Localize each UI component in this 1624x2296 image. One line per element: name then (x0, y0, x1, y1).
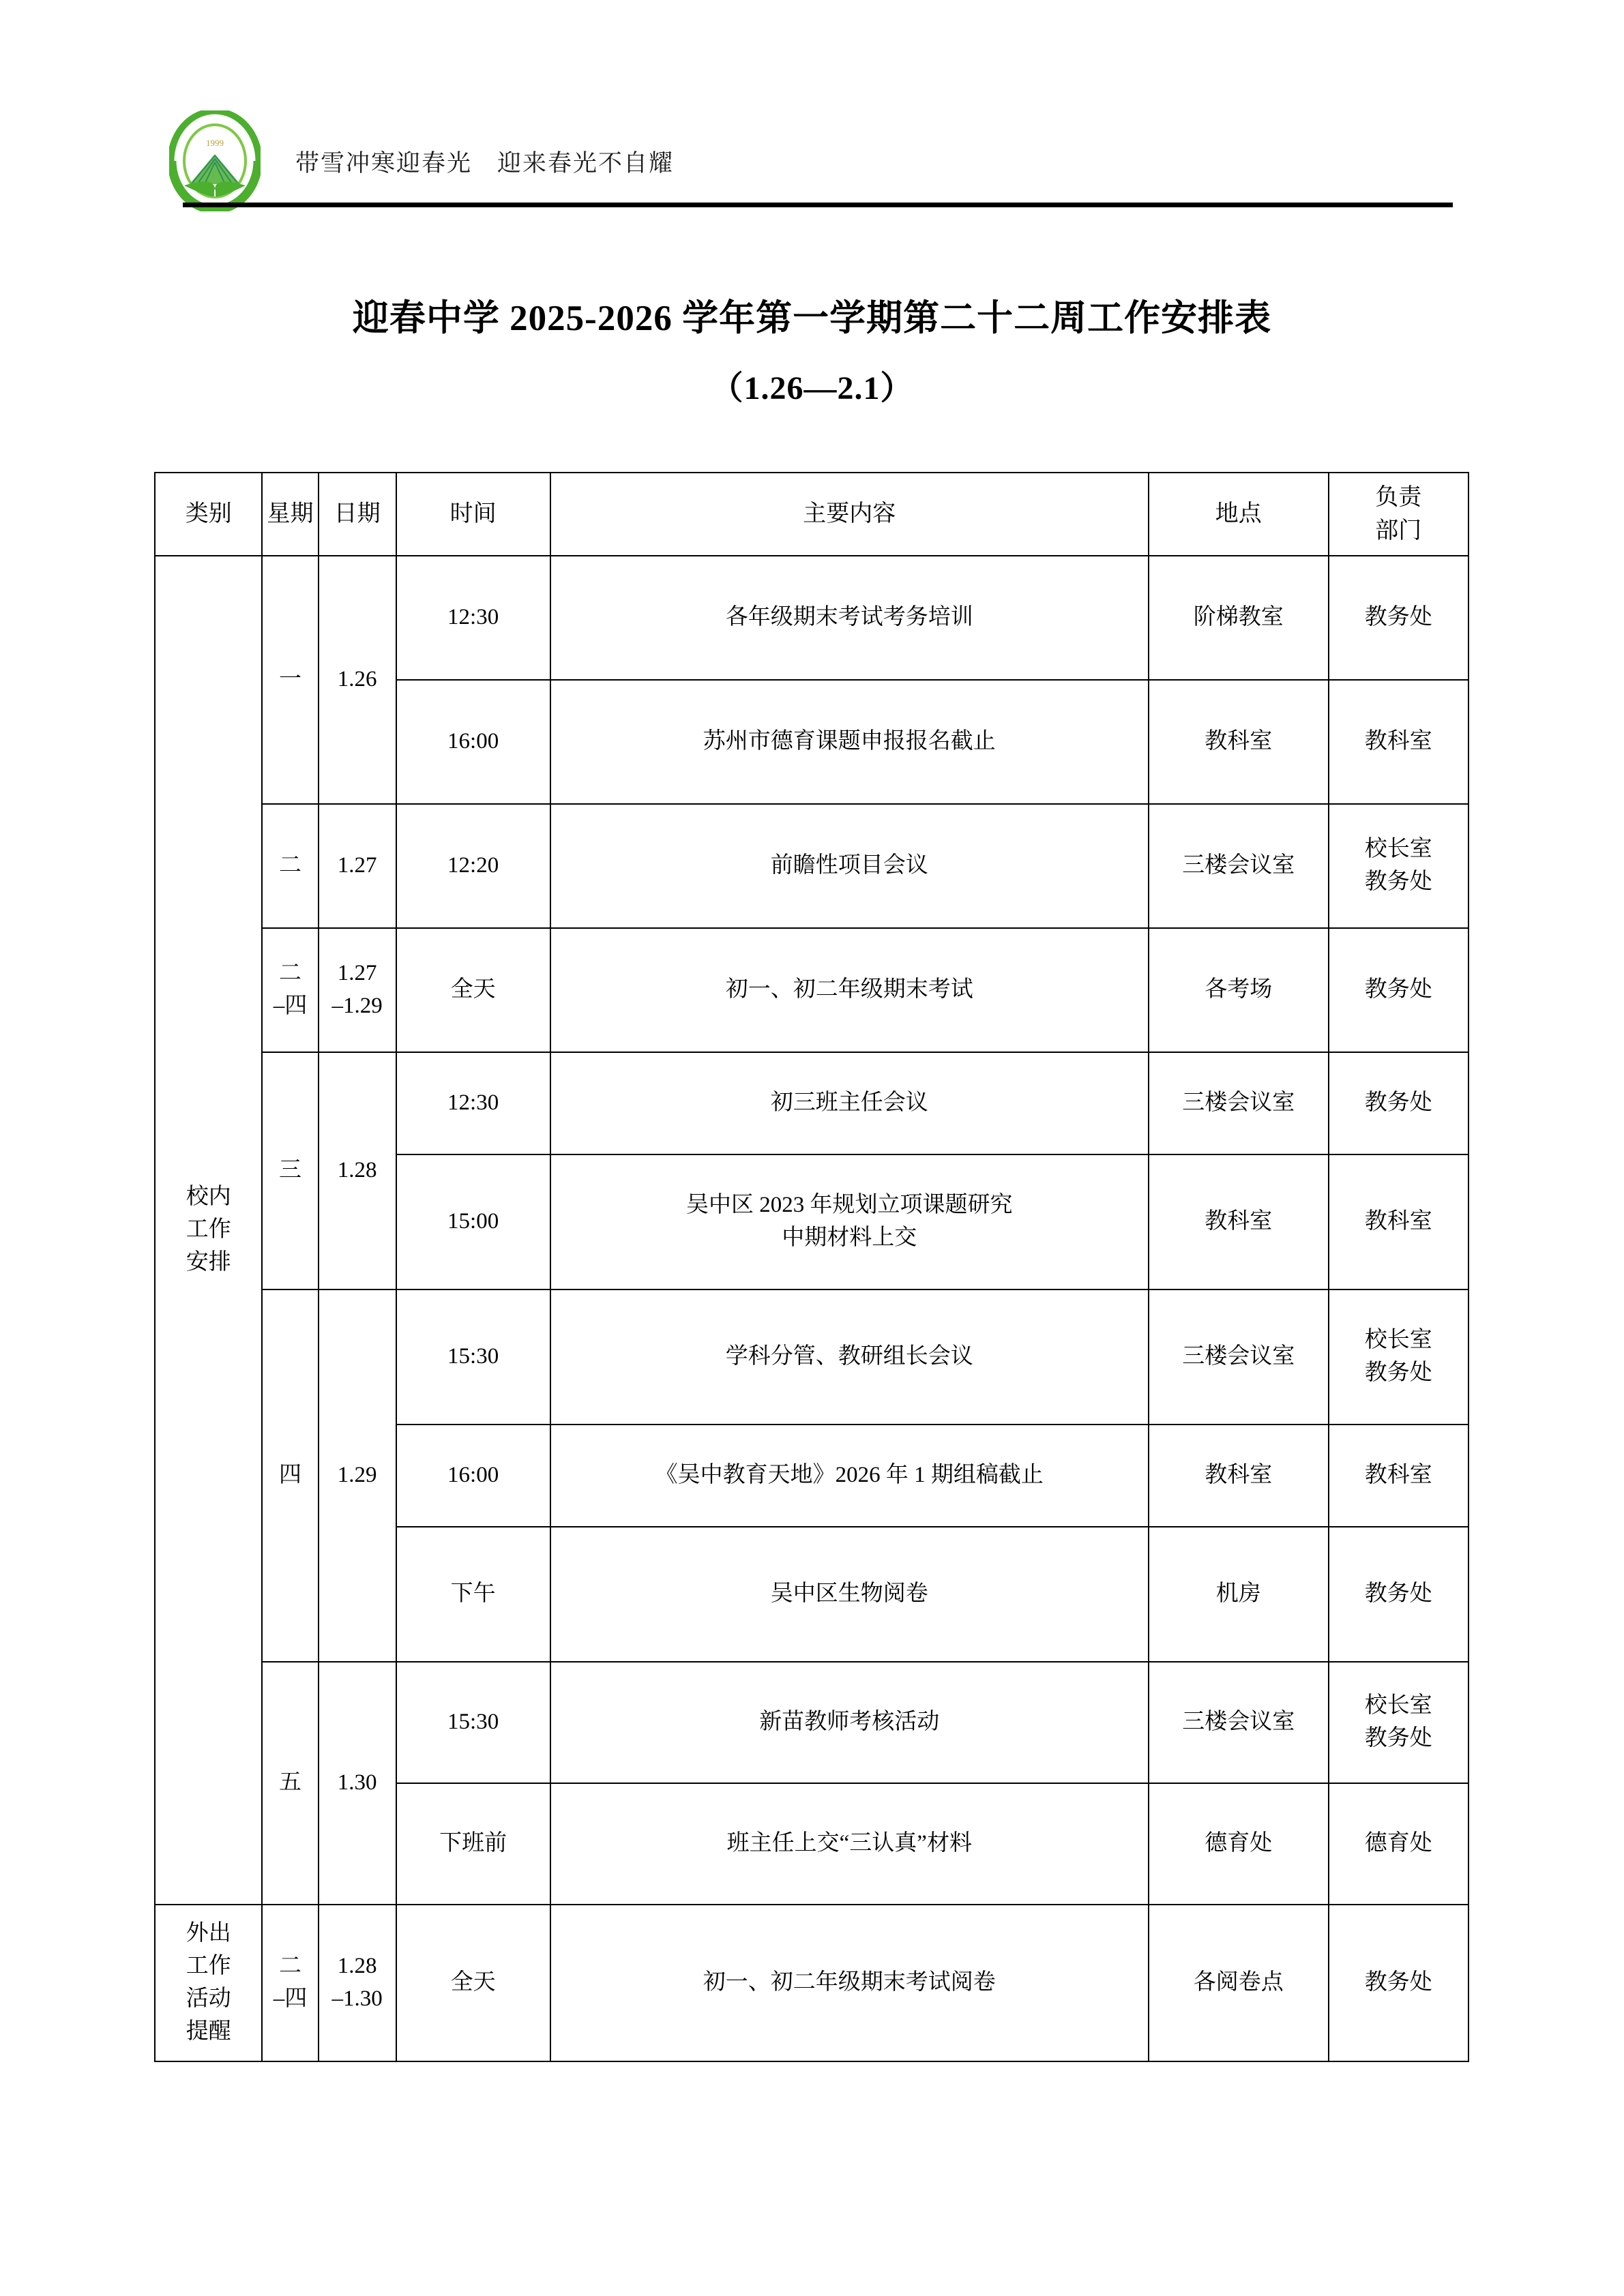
cell-content: 各年级期末考试考务培训 (550, 556, 1149, 680)
cell-weekday: 三 (262, 1052, 318, 1289)
cell-date: 1.30 (319, 1662, 396, 1905)
column-header-date: 日期 (319, 473, 396, 556)
cell-time: 15:00 (396, 1154, 550, 1289)
cell-content: 初三班主任会议 (550, 1052, 1149, 1154)
cell-date: 1.26 (319, 556, 396, 804)
cell-location: 机房 (1149, 1527, 1329, 1662)
table-row (155, 1052, 1468, 1154)
column-header-department: 负责 部门 (1329, 473, 1468, 556)
cell-time: 全天 (396, 1905, 550, 2061)
table-row (155, 928, 1468, 1052)
cell-time: 下午 (396, 1527, 550, 1662)
column-header-weekday: 星期 (262, 473, 318, 556)
cell-department: 校长室 教务处 (1329, 804, 1468, 928)
school-motto: 带雪冲寒迎春光 迎来春光不自耀 (295, 150, 675, 177)
cell-weekday: 四 (262, 1289, 318, 1662)
cell-content: 《吴中教育天地》2026 年 1 期组稿截止 (550, 1425, 1149, 1527)
cell-time: 12:20 (396, 804, 550, 928)
cell-content: 学科分管、教研组长会议 (550, 1289, 1149, 1425)
table-row (155, 1289, 1468, 1425)
cell-content: 初一、初二年级期末考试 (550, 928, 1149, 1052)
school-emblem-icon (169, 110, 261, 211)
cell-department: 教科室 (1329, 1425, 1468, 1527)
cell-content: 初一、初二年级期末考试阅卷 (550, 1905, 1149, 2061)
cell-weekday: 二 (262, 804, 318, 928)
cell-department: 教务处 (1329, 556, 1468, 680)
column-header-location: 地点 (1149, 473, 1329, 556)
cell-content: 吴中区 2023 年规划立项课题研究 中期材料上交 (550, 1154, 1149, 1289)
cell-category: 外出 工作 活动 提醒 (155, 1905, 262, 2061)
letterhead-divider (183, 203, 1453, 207)
cell-department: 教务处 (1329, 1052, 1468, 1154)
cell-time: 15:30 (396, 1289, 550, 1425)
letterhead (169, 102, 1455, 218)
cell-location: 三楼会议室 (1149, 804, 1329, 928)
cell-date: 1.27 (319, 804, 396, 928)
cell-department: 教务处 (1329, 1905, 1468, 2061)
cell-weekday: 二 –四 (262, 1905, 318, 2061)
cell-time: 全天 (396, 928, 550, 1052)
cell-weekday: 一 (262, 556, 318, 804)
cell-weekday: 二 –四 (262, 928, 318, 1052)
cell-department: 校长室 教务处 (1329, 1289, 1468, 1425)
table-row (155, 1905, 1468, 2061)
cell-date: 1.27 –1.29 (319, 928, 396, 1052)
cell-content: 苏州市德育课题申报报名截止 (550, 680, 1149, 804)
cell-content: 新苗教师考核活动 (550, 1662, 1149, 1783)
cell-location: 阶梯教室 (1149, 556, 1329, 680)
cell-content: 吴中区生物阅卷 (550, 1527, 1149, 1662)
cell-location: 各考场 (1149, 928, 1329, 1052)
cell-content: 前瞻性项目会议 (550, 804, 1149, 928)
cell-location: 教科室 (1149, 1425, 1329, 1527)
cell-date: 1.28 (319, 1052, 396, 1289)
table-row (155, 804, 1468, 928)
cell-time: 16:00 (396, 680, 550, 804)
cell-content: 班主任上交“三认真”材料 (550, 1783, 1149, 1905)
cell-location: 三楼会议室 (1149, 1289, 1329, 1425)
column-header-content: 主要内容 (550, 473, 1149, 556)
cell-date: 1.28 –1.30 (319, 1905, 396, 2061)
weekly-schedule-table (154, 472, 1469, 2062)
table-header-row (155, 473, 1468, 556)
cell-time: 16:00 (396, 1425, 550, 1527)
cell-department: 校长室 教务处 (1329, 1662, 1468, 1783)
svg-text:1999: 1999 (206, 138, 224, 148)
cell-location: 教科室 (1149, 680, 1329, 804)
cell-location: 教科室 (1149, 1154, 1329, 1289)
cell-department: 教务处 (1329, 1527, 1468, 1662)
cell-location: 三楼会议室 (1149, 1662, 1329, 1783)
cell-time: 15:30 (396, 1662, 550, 1783)
schedule-table-body (155, 473, 1468, 2061)
cell-time: 12:30 (396, 556, 550, 680)
cell-department: 德育处 (1329, 1783, 1468, 1905)
cell-location: 各阅卷点 (1149, 1905, 1329, 2061)
cell-time: 12:30 (396, 1052, 550, 1154)
column-header-category: 类别 (155, 473, 262, 556)
cell-location: 三楼会议室 (1149, 1052, 1329, 1154)
cell-time: 下班前 (396, 1783, 550, 1905)
page-title: 迎春中学 2025-2026 学年第一学期第二十二周工作安排表 (352, 299, 1272, 338)
schedule-table-wrapper (154, 472, 1469, 2062)
cell-date: 1.29 (319, 1289, 396, 1662)
cell-department: 教科室 (1329, 680, 1468, 804)
page-subtitle: （1.26—2.1） (710, 370, 914, 406)
column-header-time: 时间 (396, 473, 550, 556)
cell-weekday: 五 (262, 1662, 318, 1905)
cell-location: 德育处 (1149, 1783, 1329, 1905)
cell-category: 校内 工作 安排 (155, 556, 262, 1905)
table-row (155, 556, 1468, 680)
cell-department: 教务处 (1329, 928, 1468, 1052)
cell-department: 教科室 (1329, 1154, 1468, 1289)
table-row (155, 1662, 1468, 1783)
